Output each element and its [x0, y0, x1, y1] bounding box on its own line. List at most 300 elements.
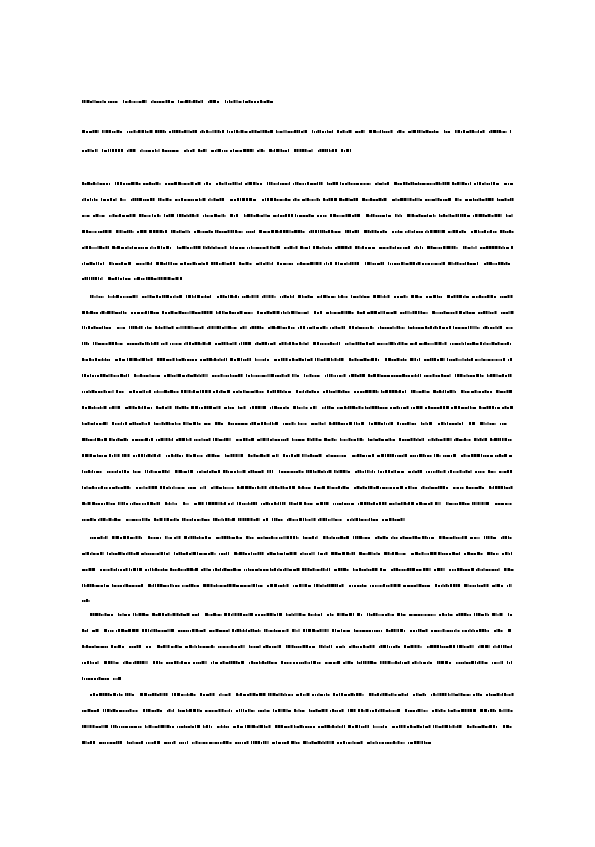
text-glyph-dot [421, 662, 422, 664]
text-glyph-dot [439, 296, 441, 298]
text-glyph-dot [461, 407, 464, 409]
text-glyph-dot [511, 645, 512, 648]
text-glyph-dot [115, 101, 118, 103]
text-glyph-dot [470, 130, 472, 133]
text-glyph-dot [166, 553, 168, 555]
text-glyph-dot [158, 198, 159, 201]
text-glyph-dot [387, 327, 390, 329]
text-glyph-dot [459, 662, 460, 664]
text-glyph-dot [302, 471, 304, 473]
text-glyph-dot [227, 536, 229, 539]
text-glyph-dot [280, 131, 283, 133]
text-glyph-dot [323, 295, 326, 298]
text-glyph-dot [300, 149, 302, 152]
text-glyph-dot [317, 536, 318, 539]
text-glyph-dot [97, 149, 98, 152]
text-glyph-dot [243, 552, 245, 555]
text-glyph-dot [333, 343, 335, 345]
text-glyph-dot [229, 709, 230, 712]
text-glyph-dot [184, 343, 185, 345]
text-glyph-dot [283, 150, 285, 152]
text-glyph-dot [419, 553, 421, 555]
text-glyph-dot [240, 407, 243, 409]
text-glyph-dot [152, 183, 154, 185]
text-glyph-dot [455, 343, 458, 345]
text-glyph-dot [324, 470, 325, 473]
text-glyph-dot [408, 326, 409, 329]
text-glyph-dot [109, 183, 110, 185]
text-glyph-dot [464, 584, 467, 587]
text-glyph-dot [190, 359, 192, 361]
text-glyph-dot [451, 296, 453, 298]
text-glyph-dot [499, 375, 502, 377]
text-glyph-dot [502, 471, 503, 473]
text-glyph-dot [102, 149, 103, 152]
text-glyph-dot [105, 230, 108, 233]
text-glyph-dot [358, 470, 360, 473]
text-glyph-dot [218, 359, 219, 361]
text-glyph-dot [139, 568, 142, 571]
text-glyph-dot [398, 629, 399, 632]
text-glyph-dot [167, 471, 168, 473]
text-glyph-dot [430, 230, 432, 233]
text-glyph-dot [479, 214, 482, 217]
text-glyph-dot [188, 630, 189, 632]
text-glyph-dot [355, 536, 356, 539]
text-glyph-dot [337, 215, 339, 217]
text-glyph-dot [251, 629, 253, 632]
text-glyph-dot [118, 645, 121, 648]
text-glyph-dot [301, 131, 303, 133]
text-glyph-dot [129, 662, 132, 664]
text-glyph-dot [195, 327, 198, 329]
text-glyph-dot [253, 470, 254, 473]
text-glyph-dot [148, 553, 150, 555]
text-glyph-dot [237, 358, 240, 361]
text-glyph-dot [422, 390, 424, 393]
text-glyph-dot [497, 693, 500, 696]
text-glyph-dot [172, 584, 173, 587]
text-glyph-dot [140, 150, 141, 152]
text-glyph-dot [237, 198, 239, 201]
text-glyph-dot [223, 391, 226, 393]
text-glyph-dot [208, 390, 209, 393]
text-glyph-dot [307, 327, 308, 329]
text-glyph-dot [368, 247, 371, 249]
text-glyph-dot [420, 470, 422, 473]
text-glyph-dot [446, 487, 448, 489]
text-glyph-dot [278, 439, 280, 441]
text-glyph-dot [300, 646, 302, 648]
text-glyph-dot [308, 311, 309, 314]
text-glyph-dot [139, 645, 141, 648]
text-glyph-dot [222, 150, 223, 152]
text-glyph-dot [409, 537, 412, 539]
text-glyph-dot [351, 693, 354, 696]
text-glyph-dot [109, 553, 111, 555]
text-glyph-dot [163, 568, 164, 571]
text-glyph-dot [444, 358, 445, 361]
text-glyph-dot [93, 215, 95, 217]
text-glyph-dot [437, 327, 438, 329]
text-glyph-dot [94, 439, 95, 441]
text-glyph-dot [115, 536, 116, 539]
text-glyph-dot [155, 693, 157, 696]
text-glyph-dot [186, 342, 187, 345]
text-glyph-dot [437, 359, 439, 361]
text-glyph-dot [365, 406, 366, 409]
text-glyph-dot [492, 198, 494, 201]
text-glyph-dot [164, 375, 166, 377]
text-glyph-dot [223, 470, 225, 473]
text-glyph-dot [404, 198, 407, 201]
text-glyph-dot [326, 502, 329, 505]
text-glyph-dot [341, 629, 342, 632]
text-glyph-dot [450, 390, 453, 393]
text-glyph-dot [400, 486, 403, 489]
text-glyph-dot [360, 646, 362, 648]
text-glyph-dot [327, 471, 328, 473]
text-glyph-dot [101, 486, 103, 489]
text-glyph-dot [270, 374, 271, 377]
text-glyph-dot [459, 439, 462, 441]
text-glyph-dot [145, 342, 146, 345]
text-glyph-dot [489, 406, 491, 409]
text-glyph-dot [354, 198, 356, 201]
text-glyph-dot [277, 215, 278, 217]
text-glyph-dot [187, 263, 189, 265]
text-glyph-dot [400, 629, 403, 632]
text-glyph-dot [344, 537, 346, 539]
text-glyph-dot [382, 130, 383, 133]
text-glyph-dot [270, 613, 272, 616]
text-glyph-dot [264, 295, 266, 298]
text-glyph-dot [183, 553, 186, 555]
text-glyph-dot [309, 537, 312, 539]
text-glyph-dot [143, 199, 144, 201]
text-glyph-dot [288, 311, 289, 314]
text-glyph-dot [206, 502, 207, 505]
text-glyph-dot [482, 391, 484, 393]
text-glyph-dot [509, 553, 510, 555]
text-glyph-dot [380, 568, 382, 571]
text-glyph-dot [113, 199, 115, 201]
text-glyph-dot [201, 537, 202, 539]
text-glyph-dot [377, 374, 379, 377]
text-glyph-dot [498, 342, 500, 345]
text-glyph-dot [124, 438, 127, 441]
text-glyph-dot [475, 585, 476, 587]
text-glyph-dot [403, 502, 404, 505]
text-glyph-dot [496, 553, 497, 555]
text-glyph-dot [343, 662, 345, 664]
text-glyph-dot [280, 263, 282, 265]
text-glyph-dot [470, 629, 471, 632]
text-glyph-dot [340, 455, 341, 457]
text-glyph-dot [218, 375, 220, 377]
text-glyph-dot [377, 455, 380, 457]
text-glyph-dot [86, 585, 87, 587]
text-glyph-dot [315, 455, 318, 457]
text-glyph-dot [350, 406, 352, 409]
text-glyph-dot [373, 519, 376, 521]
text-glyph-dot [410, 630, 412, 632]
text-glyph-dot [99, 246, 102, 249]
text-glyph-dot [254, 454, 256, 457]
text-glyph-dot [271, 182, 273, 185]
text-glyph-dot [491, 694, 493, 696]
text-glyph-dot [109, 230, 112, 233]
text-glyph-dot [464, 553, 466, 555]
text-glyph-dot [138, 471, 141, 473]
text-glyph-dot [325, 215, 327, 217]
text-glyph-dot [307, 390, 309, 393]
text-glyph-dot [379, 183, 382, 185]
text-glyph-dot [195, 183, 197, 185]
text-glyph-dot [266, 214, 267, 217]
text-glyph-dot [94, 422, 95, 425]
text-glyph-dot [343, 645, 344, 648]
text-glyph-dot [328, 343, 330, 345]
text-glyph-dot [101, 359, 102, 361]
text-glyph-dot [367, 312, 370, 314]
text-glyph-dot [212, 246, 213, 249]
text-glyph-dot [470, 406, 471, 409]
text-glyph-dot [325, 645, 326, 648]
text-glyph-dot [486, 694, 488, 696]
text-glyph-dot [363, 537, 364, 539]
text-glyph-dot [510, 614, 512, 616]
text-glyph-dot [437, 661, 438, 664]
text-glyph-dot [498, 553, 499, 555]
text-glyph-dot [104, 359, 105, 361]
text-glyph-dot [99, 455, 102, 457]
text-glyph-dot [97, 709, 99, 712]
text-glyph-dot [421, 646, 422, 648]
text-glyph-dot [241, 423, 244, 425]
text-line [82, 198, 514, 201]
text-glyph-dot [502, 693, 503, 696]
text-glyph-dot [287, 662, 289, 664]
text-glyph-dot [262, 342, 265, 345]
text-glyph-dot [346, 149, 349, 152]
text-glyph-dot [174, 182, 177, 185]
text-glyph-dot [508, 439, 509, 441]
text-glyph-dot [423, 454, 425, 457]
text-glyph-dot [507, 661, 508, 664]
text-glyph-dot [190, 455, 192, 457]
text-glyph-dot [244, 214, 245, 217]
text-glyph-dot [179, 470, 182, 473]
text-glyph-dot [302, 486, 304, 489]
text-glyph-dot [196, 100, 198, 103]
text-glyph-dot [415, 487, 417, 489]
text-glyph-dot [385, 439, 388, 441]
text-glyph-dot [407, 693, 408, 696]
text-glyph-dot [273, 613, 274, 616]
text-glyph-dot [442, 391, 443, 393]
text-glyph-dot [360, 487, 362, 489]
text-glyph-dot [487, 391, 489, 393]
text-glyph-dot [241, 358, 242, 361]
text-glyph-dot [187, 342, 188, 345]
text-glyph-dot [255, 130, 257, 133]
text-glyph-dot [160, 552, 161, 555]
text-glyph-dot [249, 662, 250, 664]
text-glyph-dot [281, 709, 282, 712]
text-glyph-dot [297, 613, 298, 616]
text-glyph-dot [182, 246, 185, 249]
text-glyph-dot [394, 375, 396, 377]
text-glyph-dot [336, 439, 337, 441]
text-glyph-dot [107, 678, 109, 680]
text-glyph-dot [94, 198, 95, 201]
text-glyph-dot [360, 438, 362, 441]
text-glyph-dot [478, 439, 479, 441]
text-glyph-dot [462, 536, 463, 539]
text-glyph-dot [82, 263, 83, 265]
text-glyph-dot [105, 358, 106, 361]
text-glyph-dot [380, 231, 382, 233]
text-glyph-dot [466, 646, 467, 648]
text-glyph-dot [214, 585, 216, 587]
text-glyph-dot [317, 342, 319, 345]
text-glyph-dot [437, 295, 438, 298]
text-glyph-dot [343, 568, 346, 571]
text-glyph-dot [197, 552, 198, 555]
text-glyph-dot [336, 470, 337, 473]
text-glyph-dot [154, 312, 156, 314]
text-glyph-dot [391, 614, 392, 616]
text-glyph-dot [333, 537, 335, 539]
text-glyph-dot [273, 630, 274, 632]
text-glyph-dot [280, 230, 282, 233]
text-glyph-dot [86, 327, 87, 329]
text-glyph-dot [202, 262, 203, 265]
text-line [82, 584, 512, 587]
text-glyph-dot [388, 585, 390, 587]
text-glyph-dot [190, 536, 191, 539]
text-glyph-dot [109, 438, 111, 441]
text-glyph-dot [86, 552, 87, 555]
text-glyph-dot [88, 406, 91, 409]
text-glyph-dot [173, 569, 175, 571]
text-glyph-dot [102, 439, 103, 441]
text-glyph-dot [86, 246, 88, 249]
text-glyph-dot [84, 342, 85, 345]
text-glyph-dot [87, 375, 89, 377]
text-glyph-dot [477, 454, 480, 457]
text-glyph-dot [218, 502, 219, 505]
text-glyph-dot [87, 519, 90, 521]
text-glyph-dot [460, 487, 461, 489]
text-glyph-dot [368, 519, 369, 521]
text-glyph-dot [500, 391, 503, 393]
text-glyph-dot [220, 519, 221, 521]
text-glyph-dot [485, 662, 488, 664]
text-glyph-dot [213, 438, 214, 441]
text-glyph-dot [493, 374, 496, 377]
text-glyph-dot [406, 182, 408, 185]
text-glyph-dot [215, 553, 216, 555]
text-glyph-dot [260, 326, 261, 329]
text-glyph-dot [262, 406, 263, 409]
text-glyph-dot [270, 391, 272, 393]
text-glyph-dot [433, 471, 434, 473]
text-glyph-dot [330, 613, 331, 616]
text-glyph-dot [125, 407, 128, 409]
text-glyph-dot [226, 630, 228, 632]
text-glyph-dot [277, 199, 279, 201]
text-glyph-dot [285, 487, 286, 489]
text-glyph-dot [166, 295, 169, 298]
text-glyph-dot [132, 585, 134, 587]
text-glyph-dot [349, 263, 350, 265]
text-glyph-dot [195, 215, 196, 217]
text-glyph-dot [275, 710, 277, 712]
text-glyph-dot [278, 709, 280, 712]
text-glyph-dot [460, 199, 462, 201]
text-glyph-dot [446, 584, 448, 587]
text-glyph-dot [133, 470, 134, 473]
text-glyph-dot [354, 585, 356, 587]
text-glyph-dot [231, 661, 233, 664]
text-glyph-dot [400, 247, 402, 249]
text-glyph-dot [341, 358, 344, 361]
text-glyph-dot [82, 569, 85, 571]
text-glyph-dot [436, 198, 437, 201]
text-glyph-dot [257, 131, 260, 133]
text-glyph-dot [461, 693, 463, 696]
text-glyph-dot [132, 629, 135, 632]
text-glyph-dot [218, 312, 219, 314]
text-glyph-dot [142, 422, 144, 425]
text-glyph-dot [277, 326, 280, 329]
text-glyph-dot [357, 438, 358, 441]
text-glyph-dot [504, 693, 506, 696]
text-glyph-dot [92, 630, 95, 632]
text-glyph-dot [452, 693, 453, 696]
text-glyph-dot [293, 536, 295, 539]
text-glyph-dot [204, 568, 206, 571]
text-glyph-dot [200, 519, 201, 521]
text-glyph-dot [495, 503, 497, 505]
text-glyph-dot [186, 422, 187, 425]
text-glyph-dot [221, 423, 223, 425]
text-glyph-dot [299, 518, 302, 521]
text-glyph-dot [130, 487, 131, 489]
text-glyph-dot [256, 455, 258, 457]
text-glyph-dot [272, 262, 273, 265]
text-glyph-dot [331, 296, 334, 298]
text-glyph-dot [296, 359, 298, 361]
text-glyph-dot [507, 407, 509, 409]
text-glyph-dot [155, 130, 157, 133]
text-glyph-dot [160, 198, 162, 201]
text-glyph-dot [84, 584, 85, 587]
text-glyph-dot [403, 407, 406, 409]
text-glyph-dot [171, 311, 174, 314]
text-glyph-dot [430, 568, 431, 571]
text-glyph-dot [167, 326, 168, 329]
text-glyph-dot [326, 455, 328, 457]
text-glyph-dot [134, 247, 137, 249]
text-glyph-dot [171, 454, 173, 457]
text-glyph-dot [188, 537, 189, 539]
text-glyph-dot [252, 130, 254, 133]
text-glyph-dot [349, 422, 352, 425]
text-glyph-dot [412, 130, 413, 133]
